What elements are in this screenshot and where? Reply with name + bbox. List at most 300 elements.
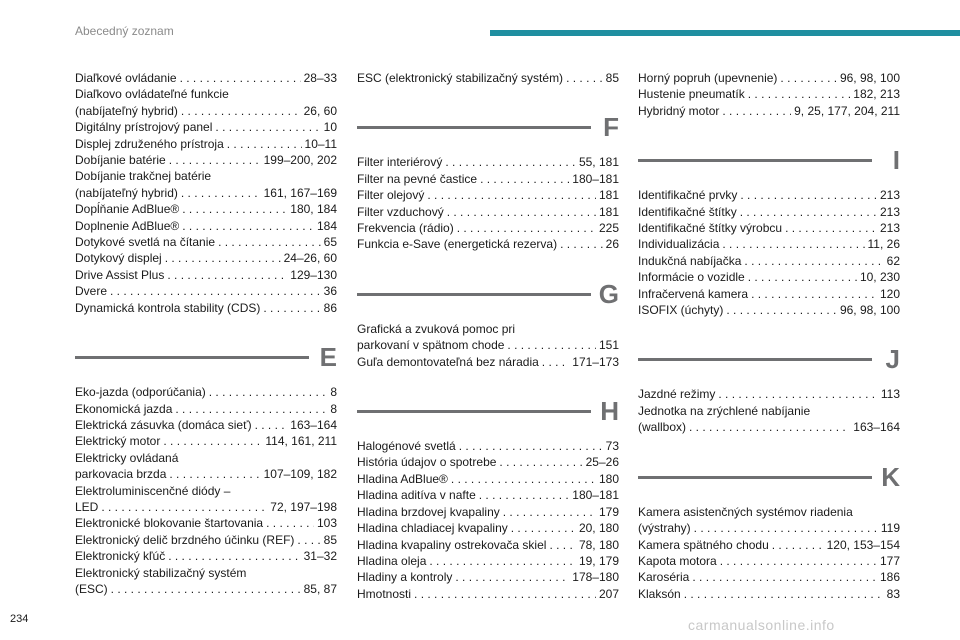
index-entry-line <box>357 586 619 602</box>
index-entry-pages: 10 <box>323 120 337 135</box>
index-entry <box>75 119 337 135</box>
index-entry-label: LED <box>75 499 99 514</box>
index-entry-line <box>357 154 619 170</box>
index-entry <box>75 218 337 234</box>
dot-leader <box>542 354 569 370</box>
index-entry-label: Dotykové svetlá na čítanie <box>75 235 216 250</box>
section-rule <box>357 410 591 413</box>
index-entry-line <box>357 454 619 470</box>
index-entry <box>357 236 619 252</box>
dot-leader <box>167 267 287 283</box>
index-entry-label: parkovaní v spätnom chode <box>357 338 505 353</box>
index-entry-label: (ESC) <box>75 581 108 596</box>
index-entry-label: Elektronické blokovanie štartovania <box>75 516 264 531</box>
index-entry-pages: 181 <box>598 204 619 219</box>
index-entry-pages: 171–173 <box>572 354 619 369</box>
index-entry-label: Grafická a zvuková pomoc pri <box>357 321 516 336</box>
index-entry <box>638 204 900 220</box>
section-header-j <box>638 340 900 380</box>
index-entry-pages: 151 <box>598 338 619 353</box>
index-entry-label: Hmotnosti <box>357 586 412 601</box>
index-entry-label: Kapota motora <box>638 553 717 568</box>
index-entry-label: Kamera asistenčných systémov riadenia <box>638 504 853 519</box>
index-entry-pages: 177 <box>879 553 900 568</box>
index-entry-pages: 207 <box>598 586 619 601</box>
index-entry-label: ISOFIX (úchyty) <box>638 303 724 318</box>
index-entry <box>638 286 900 302</box>
index-entry-pages: 85, 87 <box>303 581 337 596</box>
index-column-2 <box>357 70 619 602</box>
index-entry <box>638 86 900 102</box>
index-entry-label: Digitálny prístrojový panel <box>75 120 213 135</box>
index-entry-line <box>75 515 337 531</box>
index-entry-label: Doplnenie AdBlue® <box>75 218 180 233</box>
index-entry-pages: 9, 25, 177, 204, 211 <box>794 103 900 118</box>
header-accent-bar <box>490 30 960 36</box>
dot-leader <box>740 187 877 203</box>
index-entry-pages: 199–200, 202 <box>263 153 337 168</box>
index-entry-line <box>638 70 900 86</box>
entry-list <box>638 386 900 435</box>
index-entry-line <box>638 269 900 285</box>
index-entry-line <box>75 119 337 135</box>
index-entry <box>75 483 337 516</box>
index-entry <box>638 403 900 436</box>
index-entry <box>357 454 619 470</box>
index-entry-line <box>638 86 900 102</box>
index-entry-pages: 180–181 <box>572 488 619 503</box>
index-entry <box>638 187 900 203</box>
entry-list <box>75 70 337 316</box>
index-entry-line <box>638 220 900 236</box>
dot-leader <box>414 586 596 602</box>
index-entry-label: Identifikačné štítky výrobcu <box>638 221 783 236</box>
index-entry-line <box>638 253 900 269</box>
section-letter: J <box>885 344 900 375</box>
index-entry-label: Dopĺňanie AdBlue® <box>75 202 180 217</box>
index-entry <box>75 450 337 483</box>
index-entry-label: Ekonomická jazda <box>75 401 173 416</box>
index-entry-pages: 10, 230 <box>859 270 900 285</box>
index-entry-pages: 114, 161, 211 <box>265 434 337 449</box>
index-entry-pages: 55, 181 <box>578 155 619 170</box>
index-entry-label: (nabíjateľný hybrid) <box>75 103 178 118</box>
index-entry-label: Hladiny a kontroly <box>357 570 453 585</box>
section-header-f <box>357 108 619 148</box>
entry-list <box>357 154 619 252</box>
section-letter: K <box>881 461 900 492</box>
index-entry-pages: 213 <box>879 221 900 236</box>
index-entry-pages: 65 <box>323 235 337 250</box>
dot-leader <box>111 581 301 597</box>
index-entry <box>75 384 337 400</box>
index-entry <box>75 152 337 168</box>
index-entry-line <box>638 103 900 119</box>
index-entry-label: Klaksón <box>638 586 681 601</box>
index-entry-pages: 26 <box>605 237 619 252</box>
index-entry-line <box>638 553 900 569</box>
dot-leader <box>503 504 596 520</box>
section-header-g <box>357 275 619 315</box>
index-entry-pages: 180–181 <box>572 171 619 186</box>
index-entry-label: Elektronický stabilizačný systém <box>75 565 247 580</box>
index-entry-pages: 120, 153–154 <box>826 537 900 552</box>
index-entry-label: Dynamická kontrola stability (CDS) <box>75 300 261 315</box>
index-entry-label: Hybridný motor <box>638 103 720 118</box>
index-entry-label: Individualizácia <box>638 237 720 252</box>
index-entry-label: (nabíjateľný hybrid) <box>75 185 178 200</box>
index-entry-label: Filter vzduchový <box>357 204 444 219</box>
section-rule <box>357 126 591 129</box>
index-entry-label: Filter interiérový <box>357 155 443 170</box>
dot-leader <box>175 401 327 417</box>
index-entry <box>357 471 619 487</box>
dot-leader <box>297 532 320 548</box>
index-entry-line <box>357 70 619 86</box>
index-entry-pages: 119 <box>880 521 900 536</box>
dot-leader <box>227 136 302 152</box>
index-entry <box>357 220 619 236</box>
index-entry-pages: 62 <box>886 253 900 268</box>
index-entry <box>357 187 619 203</box>
index-entry-label: Filter olejový <box>357 188 425 203</box>
index-entry <box>638 302 900 318</box>
index-entry-label: Halogénové svetlá <box>357 439 456 454</box>
index-entry-line <box>75 136 337 152</box>
index-entry-label: Jednotka na zrýchlené nabíjanie <box>638 403 811 418</box>
index-entry-label: Drive Assist Plus <box>75 267 165 282</box>
index-entry-pages: 8 <box>330 401 337 416</box>
index-entry <box>638 70 900 86</box>
index-entry-pages: 73 <box>605 439 619 454</box>
index-entry-pages: 179 <box>598 504 619 519</box>
index-entry-label: Guľa demontovateľná bez náradia <box>357 354 539 369</box>
index-entry-label: Elektrická zásuvka (domáca sieť) <box>75 417 252 432</box>
dot-leader <box>168 548 300 564</box>
index-entry-label: (wallbox) <box>638 420 687 435</box>
dot-leader <box>169 152 261 168</box>
index-entry-pages: 85 <box>605 71 619 85</box>
index-entry-pages: 20, 180 <box>578 521 619 536</box>
index-entry-line <box>638 419 900 435</box>
index-entry <box>75 283 337 299</box>
header-title: Abecedný zoznam <box>75 24 174 38</box>
index-entry-line <box>357 553 619 569</box>
index-entry <box>638 537 900 553</box>
index-entry-line <box>75 152 337 168</box>
index-entry <box>75 70 337 86</box>
index-entry <box>357 504 619 520</box>
index-entry-pages: 161, 167–169 <box>263 185 337 200</box>
index-entry-pages: 163–164 <box>290 417 337 432</box>
section-header-e <box>75 338 337 378</box>
index-entry-pages: 163–164 <box>853 420 900 435</box>
index-entry-line <box>357 354 619 370</box>
index-entry <box>75 201 337 217</box>
entry-list <box>638 504 900 602</box>
dot-leader <box>181 103 301 119</box>
section-rule <box>357 293 591 296</box>
index-entry-label: Dotykový displej <box>75 251 162 266</box>
index-entry-line <box>75 250 337 266</box>
index-entry-label: Identifikačné prvky <box>638 188 738 203</box>
index-entry-line <box>357 187 619 203</box>
dot-leader <box>455 569 569 585</box>
index-entry-pages: 83 <box>886 586 900 601</box>
index-entry-line <box>357 337 619 353</box>
index-entry <box>638 386 900 402</box>
index-entry-line <box>357 171 619 187</box>
index-entry <box>357 586 619 602</box>
dot-leader <box>169 466 260 482</box>
index-entry-pages: 178–180 <box>572 570 619 585</box>
index-entry-pages: 72, 197–198 <box>270 499 337 514</box>
index-entry-line <box>638 537 900 553</box>
index-entry-line <box>75 532 337 548</box>
entry-list <box>75 384 337 597</box>
dot-leader <box>459 438 603 454</box>
index-entry-pages: 24–26, 60 <box>283 251 337 266</box>
index-entry <box>638 586 900 602</box>
dot-leader <box>457 220 596 236</box>
dot-leader <box>263 300 320 316</box>
index-entry-pages: 113 <box>880 387 900 402</box>
index-entry-line <box>75 384 337 400</box>
dot-leader <box>772 537 824 553</box>
index-entry-line <box>357 220 619 236</box>
dot-leader <box>511 520 576 536</box>
section-letter: E <box>319 342 337 373</box>
dot-leader <box>182 201 287 217</box>
index-entry <box>638 504 900 537</box>
dot-leader <box>722 236 864 252</box>
index-entry-pages: 96, 98, 100 <box>839 71 900 85</box>
dot-leader <box>780 70 837 86</box>
index-entry <box>75 515 337 531</box>
index-entry <box>357 70 619 86</box>
index-entry-line <box>357 471 619 487</box>
index-entry-line <box>357 438 619 454</box>
index-entry <box>357 154 619 170</box>
index-entry-line <box>638 236 900 252</box>
index-entry-line <box>75 499 337 515</box>
index-entry-pages: 11, 26 <box>867 237 900 252</box>
dot-leader <box>689 419 850 435</box>
index-entry <box>75 168 337 201</box>
index-entry-label: Dobíjanie trakčnej batérie <box>75 169 212 184</box>
dot-leader <box>740 204 877 220</box>
index-entry-line <box>357 569 619 585</box>
dot-leader <box>507 337 596 353</box>
index-entry-pages: 103 <box>316 516 337 531</box>
index-entry-pages: 182, 213 <box>853 87 900 102</box>
section-header-h <box>357 392 619 432</box>
index-entry-pages: 36 <box>323 284 337 299</box>
dot-leader <box>180 70 301 86</box>
index-entry-line <box>357 504 619 520</box>
dot-leader <box>718 386 877 402</box>
dot-leader <box>165 250 281 266</box>
index-entry-pages: 120 <box>879 286 900 301</box>
index-entry-label: Hladina aditíva v nafte <box>357 488 476 503</box>
index-entry <box>357 354 619 370</box>
index-entry <box>357 321 619 354</box>
index-entry-line <box>75 466 337 482</box>
index-entry <box>75 565 337 598</box>
index-entry-pages: 180, 184 <box>290 202 337 217</box>
dot-leader <box>181 185 261 201</box>
index-entry <box>638 236 900 252</box>
index-entry-label: Elektricky ovládaná <box>75 450 179 465</box>
index-entry-label: Jazdné režimy <box>638 387 716 402</box>
index-entry-label: Identifikačné štítky <box>638 204 737 219</box>
index-entry-label: ESC (elektronický stabilizačný systém) <box>357 71 564 85</box>
section-rule <box>75 356 309 359</box>
entry-list <box>638 187 900 318</box>
index-entry <box>357 204 619 220</box>
dot-leader <box>549 537 576 553</box>
index-entry-line <box>75 581 337 597</box>
index-entry-label: Elektronický kľúč <box>75 549 166 564</box>
index-entry-pages: 26, 60 <box>303 103 337 118</box>
index-entry-line <box>75 234 337 250</box>
index-entry-label: Kamera spätného chodu <box>638 537 769 552</box>
index-entry-line <box>357 204 619 220</box>
dot-leader <box>427 187 596 203</box>
index-entry-line <box>75 185 337 201</box>
index-entry <box>638 569 900 585</box>
index-entry <box>75 433 337 449</box>
index-entry <box>75 532 337 548</box>
dot-leader <box>499 454 582 470</box>
dot-leader <box>720 553 877 569</box>
index-entry-label: Elektronický delič brzdného účinku (REF) <box>75 532 295 547</box>
dot-leader <box>751 286 877 302</box>
dot-leader <box>218 234 321 250</box>
section-header-k <box>638 458 900 498</box>
index-entry-pages: 86 <box>323 300 337 315</box>
index-entry-line <box>638 286 900 302</box>
index-entry-line <box>75 417 337 433</box>
index-entry <box>638 253 900 269</box>
dot-leader <box>447 204 596 220</box>
dot-leader <box>480 171 569 187</box>
index-entry-line <box>357 520 619 536</box>
index-entry-line <box>638 586 900 602</box>
dot-leader <box>101 499 267 515</box>
index-entry <box>357 520 619 536</box>
index-entry-label: Dvere <box>75 284 108 299</box>
watermark: carmanualsonline.info <box>688 617 835 633</box>
index-entry-line <box>75 218 337 234</box>
index-entry-pages: 225 <box>598 221 619 236</box>
dot-leader <box>726 302 837 318</box>
index-entry-label: Hladina chladiacej kvapaliny <box>357 521 508 536</box>
dot-leader <box>560 236 603 252</box>
dot-leader <box>163 433 262 449</box>
index-entry <box>75 417 337 433</box>
index-entry <box>75 250 337 266</box>
dot-leader <box>694 520 878 536</box>
index-entry-label: Horný popruh (upevnenie) <box>638 71 778 85</box>
index-entry-pages: 85 <box>323 532 337 547</box>
index-entry <box>357 171 619 187</box>
index-entry-label: Hladina brzdovej kvapaliny <box>357 504 500 519</box>
dot-leader <box>748 269 857 285</box>
dot-leader <box>445 154 576 170</box>
dot-leader <box>209 384 328 400</box>
index-entry-label: Filter na pevné častice <box>357 171 478 186</box>
entry-list <box>357 438 619 602</box>
dot-leader <box>748 86 851 102</box>
dot-leader <box>110 283 321 299</box>
index-entry-line <box>357 487 619 503</box>
index-entry-pages: 180 <box>598 471 619 486</box>
index-entry-line <box>75 267 337 283</box>
index-entry-label: História údajov o spotrebe <box>357 455 497 470</box>
index-entry <box>357 537 619 553</box>
index-entry-label: Informácie o vozidle <box>638 270 745 285</box>
section-letter: G <box>598 278 619 309</box>
index-entry-line <box>638 386 900 402</box>
index-entry-line <box>75 201 337 217</box>
dot-leader <box>722 103 791 119</box>
index-entry-line <box>75 300 337 316</box>
index-entry-label: Diaľkové ovládanie <box>75 71 177 85</box>
dot-leader <box>744 253 883 269</box>
index-entry <box>75 548 337 564</box>
index-entry-label: Dobíjanie batérie <box>75 153 166 168</box>
index-entry-label: Hladina kvapaliny ostrekovača skiel <box>357 537 547 552</box>
index-entry <box>638 220 900 236</box>
index-entry-line <box>638 520 900 536</box>
index-entry <box>75 234 337 250</box>
index-entry-line <box>638 302 900 318</box>
section-rule <box>638 358 872 361</box>
dot-leader <box>451 471 596 487</box>
index-entry-line <box>75 103 337 119</box>
index-entry-pages: 184 <box>316 218 337 233</box>
dot-leader <box>182 218 314 234</box>
section-letter: H <box>600 396 619 427</box>
index-column-1 <box>75 70 337 597</box>
index-entry-pages: 186 <box>879 570 900 585</box>
index-entry-pages: 25–26 <box>585 455 619 470</box>
index-entry <box>75 267 337 283</box>
index-entry-label: Infračervená kamera <box>638 286 749 301</box>
index-entry-pages: 10–11 <box>304 136 337 151</box>
index-entry-line <box>75 433 337 449</box>
index-entry-pages: 19, 179 <box>578 553 619 568</box>
index-entry-label: Eko-jazda (odporúčania) <box>75 385 206 400</box>
section-rule <box>638 159 872 162</box>
index-entry-pages: 213 <box>879 188 900 203</box>
dot-leader <box>255 417 288 433</box>
index-entry <box>357 569 619 585</box>
index-entry-pages: 129–130 <box>290 267 337 282</box>
index-entry-line <box>638 187 900 203</box>
index-entry <box>75 401 337 417</box>
index-entry-pages: 181 <box>598 188 619 203</box>
index-entry-label: Karoséria <box>638 570 690 585</box>
entry-list <box>357 321 619 370</box>
index-entry-line <box>638 204 900 220</box>
dot-leader <box>785 220 877 236</box>
index-entry-label: Elektroluminiscenčné diódy – <box>75 483 231 498</box>
dot-leader <box>566 70 603 86</box>
index-entry-label: Frekvencia (rádio) <box>357 221 454 236</box>
index-column-3 <box>638 70 900 602</box>
